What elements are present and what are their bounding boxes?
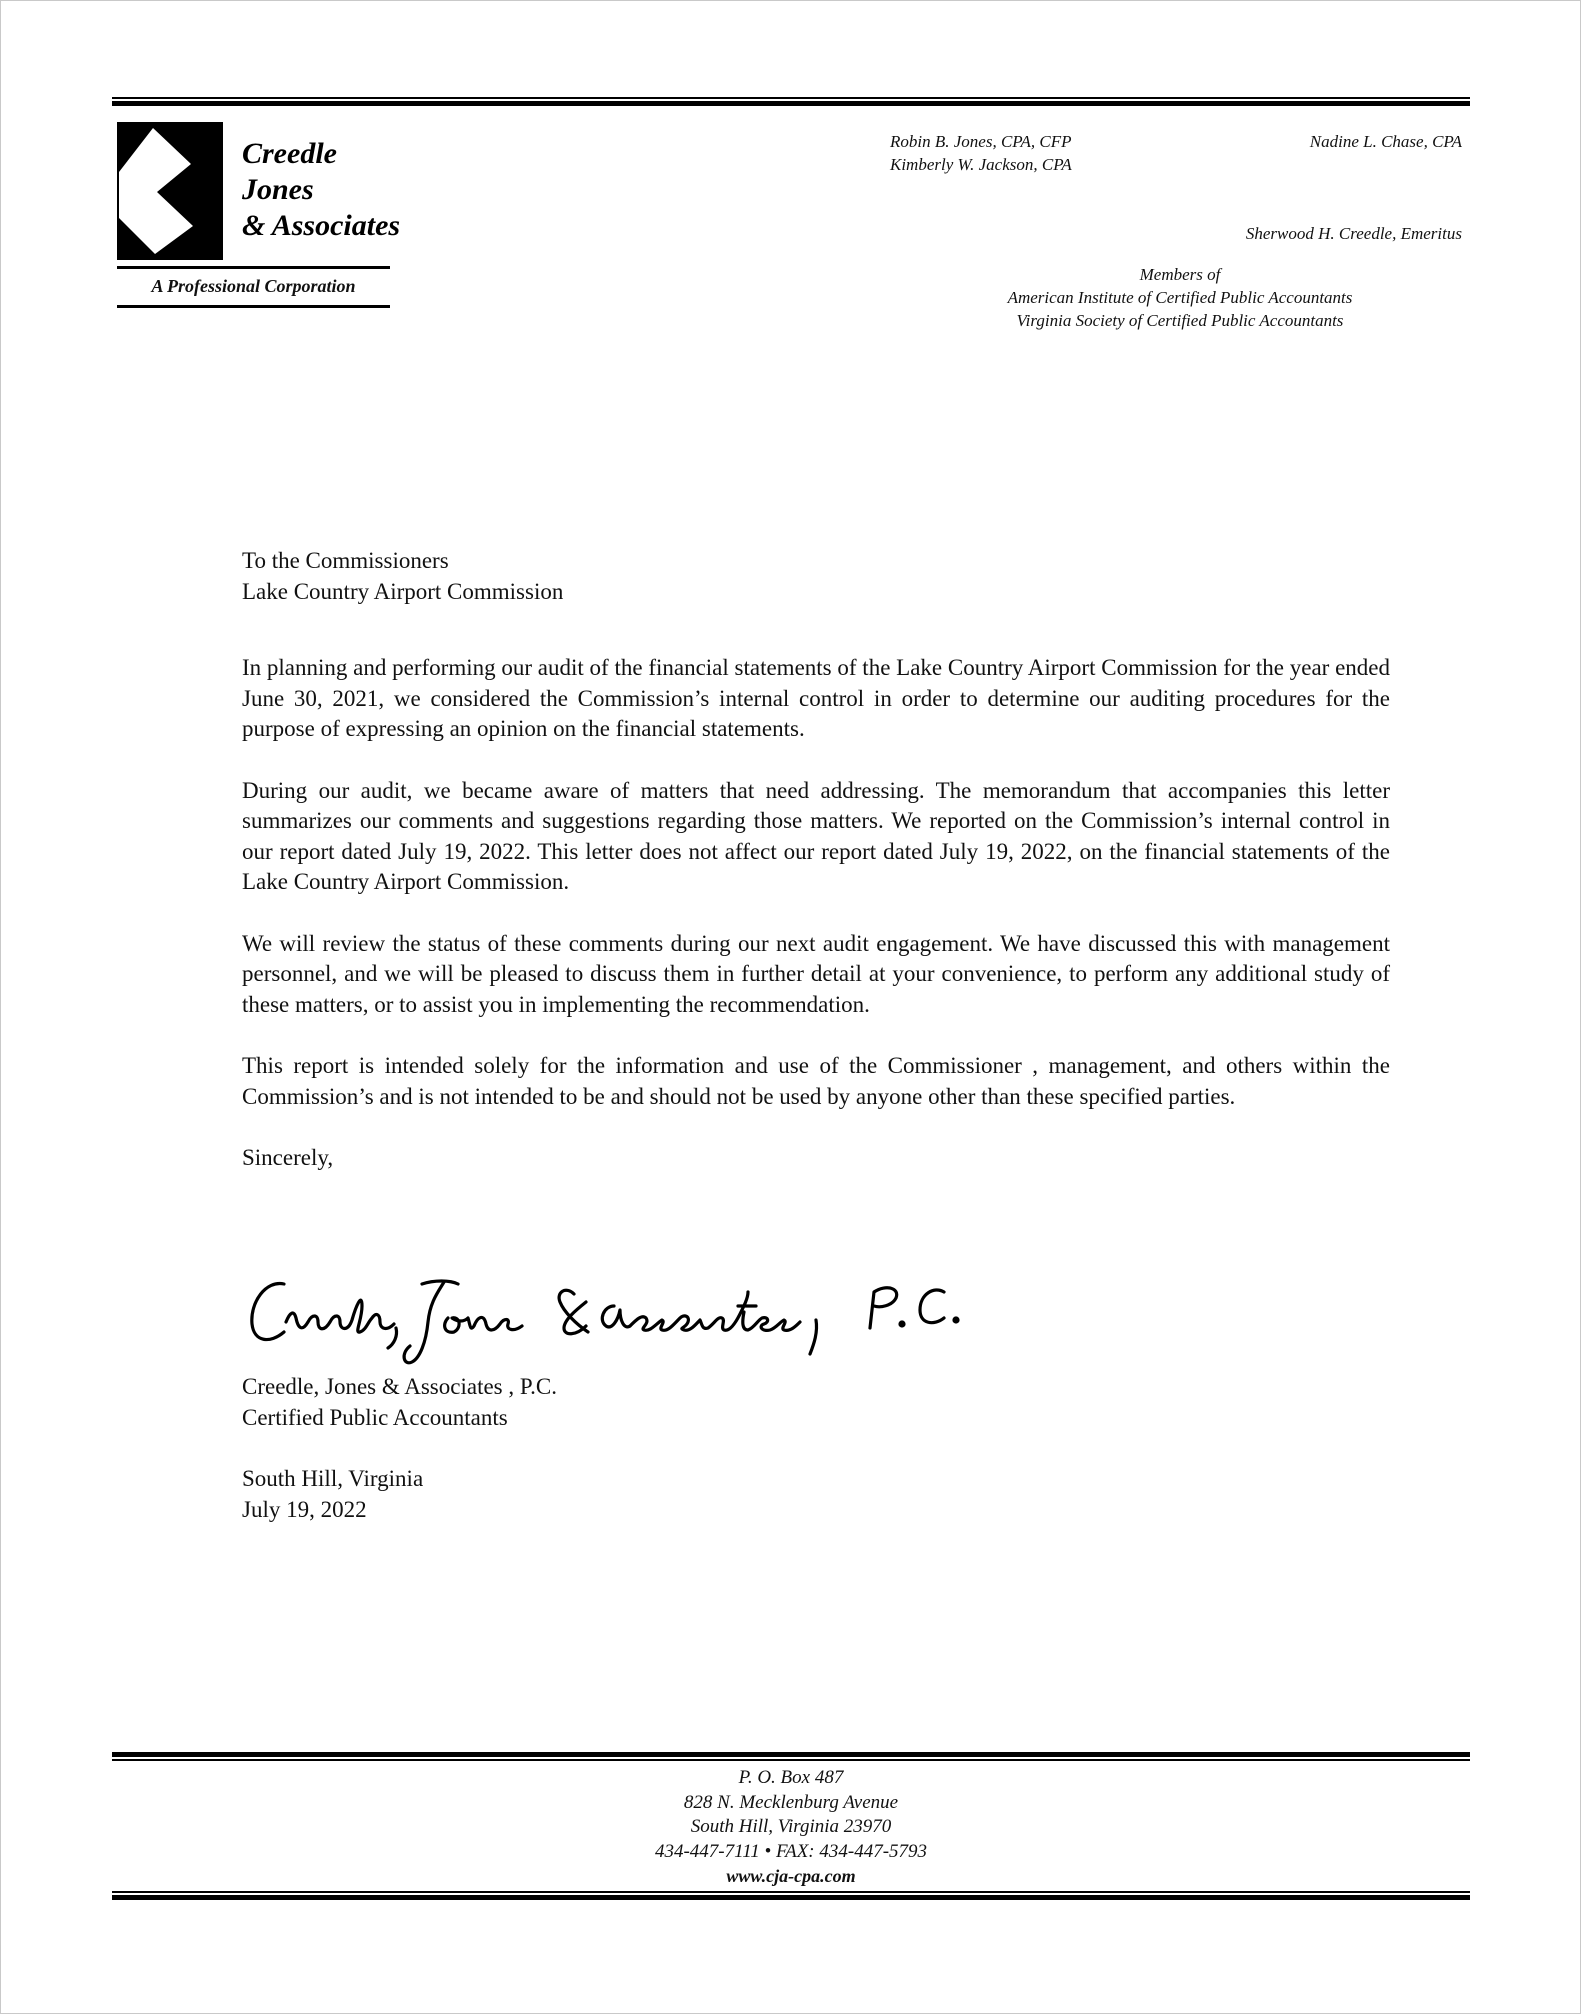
footer-rule-top: [112, 1752, 1470, 1762]
membership-line: Virginia Society of Certified Public Accountants: [1016, 311, 1344, 330]
membership-line: Members of: [1139, 265, 1221, 284]
addressee-line: To the Commissioners: [242, 548, 449, 573]
logo-firm-name: [242, 136, 400, 244]
logo-name-line: Creedle: [242, 137, 337, 170]
partners-list-right: [1310, 130, 1462, 153]
logo-divider: [117, 266, 390, 269]
logo-name-line: Jones: [242, 173, 314, 206]
signer-block: [242, 1372, 557, 1433]
footer-line: 434-447-7111 • FAX: 434-447-5793: [654, 1840, 928, 1862]
logo-name-line: & Associates: [242, 209, 401, 242]
logo-divider: [117, 305, 390, 308]
partners-list-left: [890, 130, 1072, 176]
handwritten-signature: [244, 1262, 1004, 1377]
closing: Sincerely,: [242, 1145, 334, 1170]
footer-line: South Hill, Virginia 23970: [690, 1816, 892, 1837]
footer-line: 828 N. Mecklenburg Avenue: [683, 1791, 899, 1813]
footer-address: [112, 1766, 1470, 1889]
addressee-line: Lake Country Airport Commission: [242, 578, 564, 604]
emeritus-name: Sherwood H. Creedle, Emeritus: [1245, 224, 1462, 243]
logo-mark-icon: [117, 122, 223, 260]
letter-paragraph: During our audit, we became aware of matters that need addressing. The memorandum that accompanies this letter summarizes our comments and suggestions regarding those matters. We reported on the Commission’s internal control in our report dated July 19, 2022. This letter does not affect our report dated July 19, 2022, on the financial statements of the Lake Country Airport Commission.: [242, 777, 1390, 894]
footer-rule-bottom: [112, 1891, 1470, 1901]
letter-body: [242, 546, 1390, 1174]
logo-tagline: A Professional Corporation: [151, 276, 356, 296]
letter-paragraph: We will review the status of these comments during our next audit engagement. We have discussed this with management personnel, and we will be pleased to discuss them in further detail at your convenience, to perform any additional study of these matters, or to assist you in implementing the recommendation.: [242, 930, 1390, 1017]
addressee: [242, 546, 1390, 607]
partner-name: Robin B. Jones, CPA, CFP: [890, 132, 1072, 151]
letter-paragraph: This report is intended solely for the information and use of the Commissioner , management, and others within the Commission’s and is not intended to be and should not be used by anyone other than these specified parties.: [242, 1053, 1390, 1109]
letter-date: July 19, 2022: [242, 1496, 367, 1522]
membership-line: American Institute of Certified Public Accountants: [1007, 288, 1353, 307]
partner-name: Nadine L. Chase, CPA: [1309, 132, 1462, 151]
signer-firm: Creedle, Jones & Associates , P.C.: [242, 1374, 557, 1399]
letter-paragraph: In planning and performing our audit of the financial statements of the Lake Country Airport Commission for the year ended June 30, 2021, we considered the Commission’s internal control in order to determine our auditing procedures for the purpose of expressing an opinion on the financial statements.: [242, 655, 1390, 741]
place-date-block: [242, 1464, 423, 1525]
signer-title: Certified Public Accountants: [242, 1404, 508, 1430]
footer-website-link[interactable]: www.cja-cpa.com: [726, 1866, 856, 1886]
memberships: [930, 263, 1430, 332]
header-rule: [112, 97, 1470, 107]
footer-line: P. O. Box 487: [738, 1767, 844, 1788]
letter-place: South Hill, Virginia: [242, 1466, 424, 1491]
partner-name: Kimberly W. Jackson, CPA: [890, 155, 1072, 174]
